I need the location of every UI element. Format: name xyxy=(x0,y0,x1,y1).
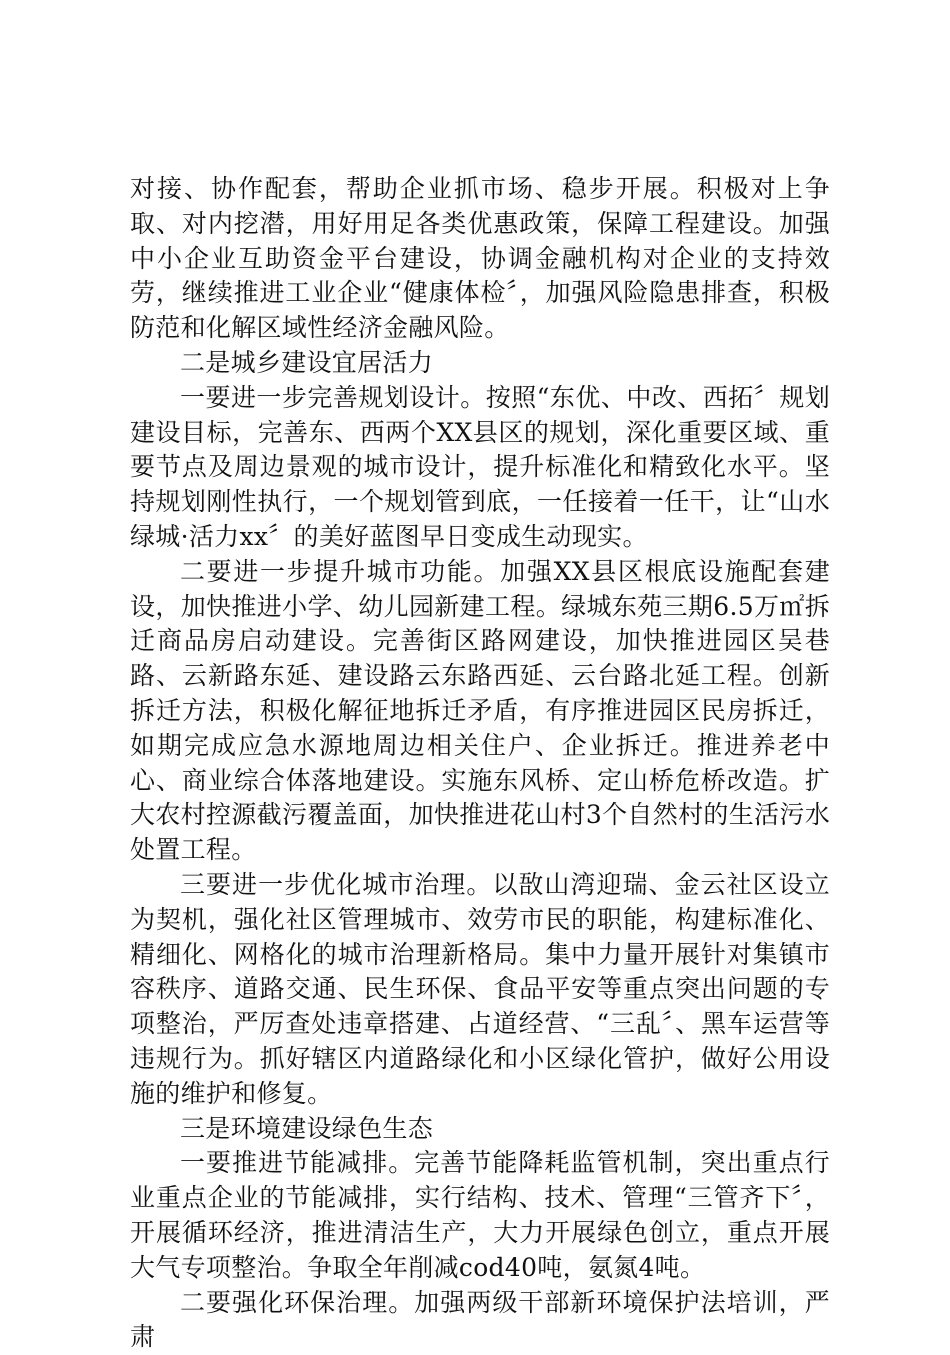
document-body xyxy=(130,172,830,1355)
paragraph-continuation: 对接、协作配套，帮助企业抓市场、稳步开展。积极对上争取、对内挖潜，用好用足各类优惠政策，保障工程建设。加强中小企业互助资金平台建设，协调金融机构对企业的支持效劳，继续推进工业企业“健康体检〞，加强风险隐患排查，积极防范和化解区域性经济金融风险。 xyxy=(130,172,830,346)
section-heading-environment: 三是环境建设绿色生态 xyxy=(130,1112,830,1147)
paragraph-planning-design: 一要进一步完善规划设计。按照“东优、中改、西拓〞规划建设目标，完善东、西两个XX县区的规划，深化重要区域、重要节点及周边景观的城市设计，提升标准化和精致化水平。坚持规划刚性执行，一个规划管到底，一任接着一任干，让“山水绿城·活力xx〞的美好蓝图早日变成生动现实。 xyxy=(130,381,830,555)
paragraph-city-governance: 三要进一步优化城市治理。以敔山湾迎瑞、金云社区设立为契机，强化社区管理城市、效劳市民的职能，构建标准化、精细化、网格化的城市治理新格局。集中力量开展针对集镇市容秩序、道路交通、民生环保、食品平安等重点突出问题的专项整治，严厉查处违章搭建、占道经营、“三乱〞、黑车运营等违规行为。抓好辖区内道路绿化和小区绿化管护，做好公用设施的维护和修复。 xyxy=(130,868,830,1112)
paragraph-city-function: 二要进一步提升城市功能。加强XX县区根底设施配套建设，加快推进小学、幼儿园新建工程。绿城东苑三期6.5万㎡拆迁商品房启动建设。完善街区路网建设，加快推进园区吴巷路、云新路东延、建设路云东路西延、云台路北延工程。创新拆迁方法，积极化解征地拆迁矛盾，有序推进园区民房拆迁，如期完成应急水源地周边相关住户、企业拆迁。推进养老中心、商业综合体落地建设。实施东风桥、定山桥危桥改造。扩大农村控源截污覆盖面，加快推进花山村3个自然村的生活污水处置工程。 xyxy=(130,555,830,868)
paragraph-energy-saving: 一要推进节能减排。完善节能降耗监管机制，突出重点行业重点企业的节能减排，实行结构、技术、管理“三管齐下〞，开展循环经济，推进清洁生产，大力开展绿色创立，重点开展大气专项整治。争取全年削减cod40吨，氨氮4吨。 xyxy=(130,1146,830,1285)
section-heading-urban-rural: 二是城乡建设宜居活力 xyxy=(130,346,830,381)
paragraph-environmental-governance: 二要强化环保治理。加强两级干部新环境保护法培训，严肃 xyxy=(130,1286,830,1355)
